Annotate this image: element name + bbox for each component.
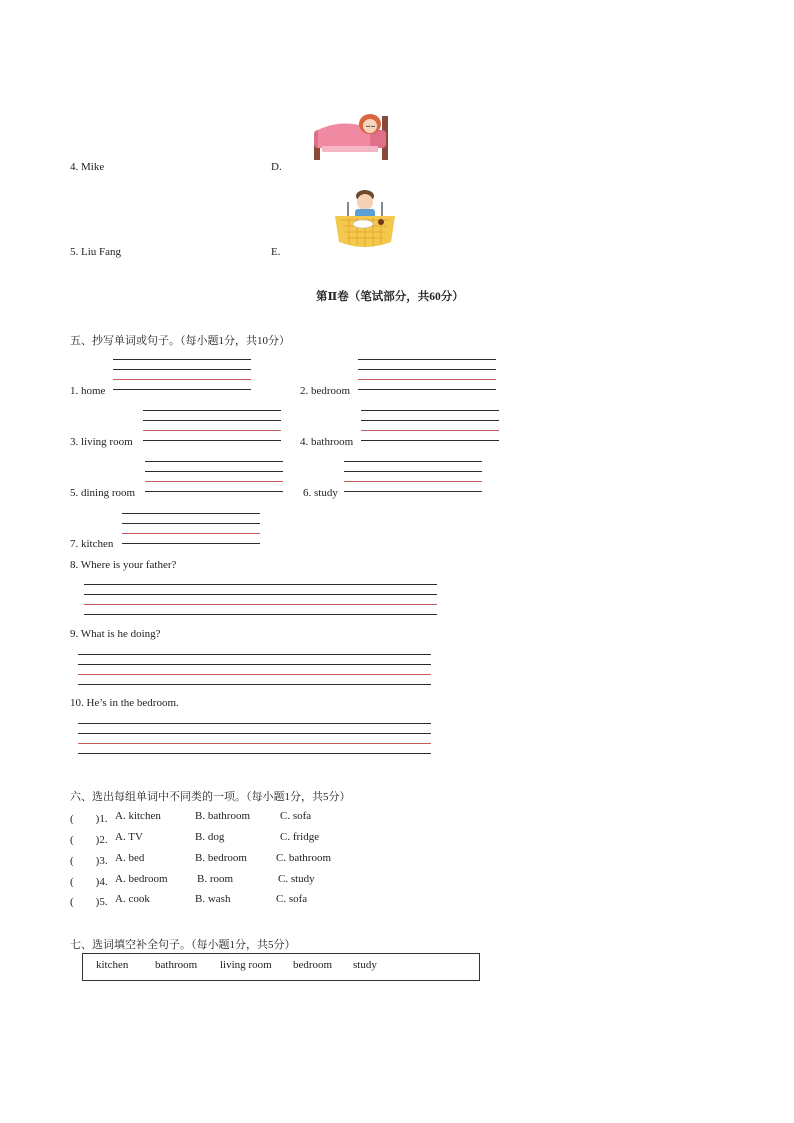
matching-item-5-letter: E. xyxy=(271,246,281,258)
word-bank-item: study xyxy=(353,959,377,971)
option-a: A. TV xyxy=(115,831,143,843)
copy-word-6: 6. study xyxy=(303,487,338,499)
option-b: B. wash xyxy=(195,893,231,905)
matching-item-5-name: 5. Liu Fang xyxy=(70,246,122,258)
option-c: C. sofa xyxy=(276,893,308,905)
option-a: A. cook xyxy=(115,893,150,905)
matching-item-4-letter: D. xyxy=(271,161,282,173)
option-b: B. dog xyxy=(195,831,225,843)
copy-sentence-10: 10. He’s in the bedroom. xyxy=(70,697,179,709)
answer-blank[interactable]: ( )3. xyxy=(70,855,108,867)
copy-word-2: 2. bedroom xyxy=(300,385,351,397)
option-a: A. bed xyxy=(115,852,145,864)
copy-word-5: 5. dining room xyxy=(70,487,136,499)
copy-word-3: 3. living room xyxy=(70,436,133,448)
writing-lines-1[interactable] xyxy=(113,359,251,390)
writing-lines-2[interactable] xyxy=(358,359,496,390)
option-b: B. room xyxy=(197,873,234,885)
option-b: B. bedroom xyxy=(195,852,247,864)
writing-lines-6[interactable] xyxy=(344,461,482,492)
copy-word-1: 1. home xyxy=(70,385,106,397)
option-c: C. study xyxy=(278,873,315,885)
writing-lines-3[interactable] xyxy=(143,410,281,441)
answer-blank[interactable]: ( )1. xyxy=(70,813,108,825)
option-c: C. bathroom xyxy=(276,852,331,864)
writing-lines-7[interactable] xyxy=(122,513,260,544)
copy-sentence-9: 9. What is he doing? xyxy=(70,628,161,640)
part-2-title: 第Ⅱ卷（笔试部分，共60分） xyxy=(316,291,464,303)
word-bank-item: kitchen xyxy=(96,959,129,971)
word-bank-item: bedroom xyxy=(293,959,333,971)
sleeping-girl-illustration xyxy=(312,108,392,162)
copy-word-4: 4. bathroom xyxy=(300,436,354,448)
writing-lines-8[interactable] xyxy=(84,584,437,615)
copy-word-7: 7. kitchen xyxy=(70,538,114,550)
word-bank-item: bathroom xyxy=(155,959,198,971)
answer-blank[interactable]: ( )5. xyxy=(70,896,108,908)
option-a: A. kitchen xyxy=(115,810,161,822)
option-a: A. bedroom xyxy=(115,873,168,885)
writing-lines-9[interactable] xyxy=(78,654,431,685)
answer-blank[interactable]: ( )4. xyxy=(70,876,108,888)
writing-lines-10[interactable] xyxy=(78,723,431,754)
option-c: C. fridge xyxy=(280,831,320,843)
writing-lines-4[interactable] xyxy=(361,410,499,441)
word-bank-item: living room xyxy=(220,959,272,971)
matching-item-4-name: 4. Mike xyxy=(70,161,105,173)
word-bank-box xyxy=(82,953,480,981)
answer-blank[interactable]: ( )2. xyxy=(70,834,108,846)
writing-lines-5[interactable] xyxy=(145,461,283,492)
option-c: C. sofa xyxy=(280,810,312,822)
section-5-title: 五、抄写单词或句子。（每小题1分，共10分） xyxy=(70,335,290,347)
section-7-title: 七、选词填空补全句子。（每小题1分，共5分） xyxy=(70,939,296,951)
copy-sentence-8: 8. Where is your father? xyxy=(70,559,177,571)
option-b: B. bathroom xyxy=(195,810,250,822)
section-6-title: 六、选出每组单词中不同类的一项。（每小题1分，共5分） xyxy=(70,791,351,803)
boy-eating-illustration xyxy=(333,186,397,256)
